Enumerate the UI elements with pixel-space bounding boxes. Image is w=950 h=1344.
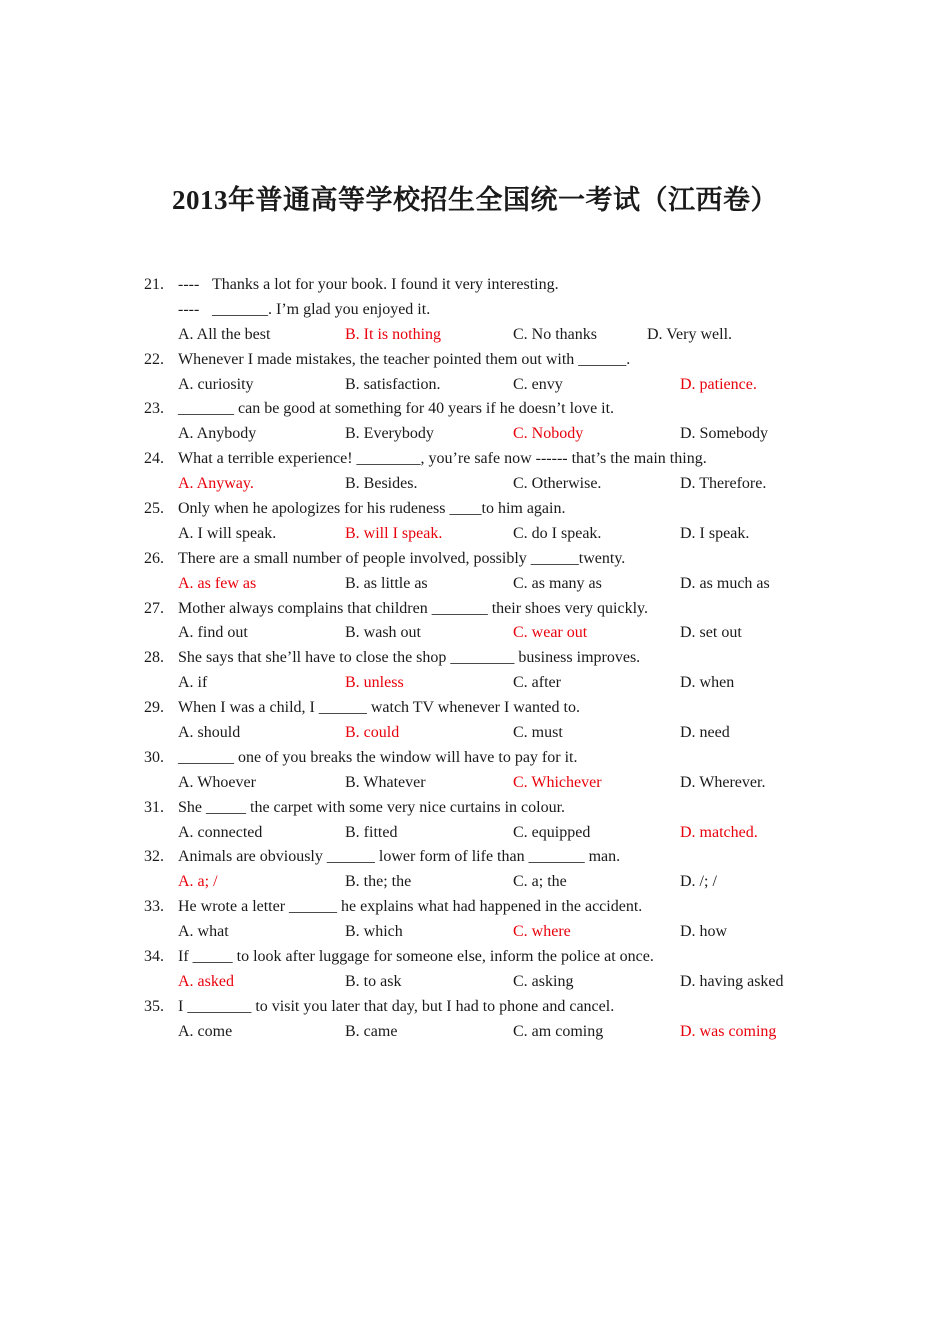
- option-c: C. as many as: [513, 574, 602, 592]
- question-stem-row: [144, 497, 864, 522]
- option-c-correct: C. Nobody: [513, 425, 584, 443]
- options-row: [144, 422, 864, 447]
- question-item: [144, 995, 864, 1045]
- option-c: C. No thanks: [513, 325, 597, 343]
- question-stem: She says that she’ll have to close the shop ________ business improves.: [178, 649, 641, 667]
- dialog-line: [144, 273, 864, 298]
- option-d: D. Therefore.: [680, 475, 767, 493]
- dialog-dash: ----: [178, 276, 200, 293]
- question-item: [144, 497, 864, 547]
- option-d: D. need: [680, 724, 730, 742]
- question-number: 34.: [144, 948, 164, 966]
- option-b: B. Whatever: [345, 773, 426, 791]
- option-c: C. must: [513, 724, 563, 742]
- question-item: [144, 348, 864, 398]
- dialog-text: Thanks a lot for your book. I found it very interesting.: [212, 276, 559, 293]
- question-stem: If _____ to look after luggage for someone else, inform the police at once.: [178, 948, 654, 966]
- question-stem-row: [144, 547, 864, 572]
- question-number: 25.: [144, 500, 164, 518]
- question-stem: When I was a child, I ______ watch TV whenever I wanted to.: [178, 699, 580, 717]
- question-stem-row: [144, 746, 864, 771]
- question-number: 31.: [144, 798, 164, 816]
- question-number: 29.: [144, 699, 164, 717]
- question-stem-row: [144, 995, 864, 1020]
- question-stem-row: [144, 895, 864, 920]
- option-c-correct: C. wear out: [513, 624, 588, 642]
- question-stem-row: [144, 597, 864, 622]
- option-b-correct: B. It is nothing: [345, 325, 442, 343]
- option-c: C. am coming: [513, 1022, 604, 1040]
- option-d: D. Somebody: [680, 425, 768, 443]
- options-row: [144, 323, 864, 348]
- option-d: D. having asked: [680, 972, 784, 990]
- question-number: 28.: [144, 649, 164, 667]
- question-stem: _______ can be good at something for 40 years if he doesn’t love it.: [178, 400, 615, 418]
- page-title: 2013年普通高等学校招生全国统一考试（江西卷）: [172, 185, 778, 215]
- question-stem-row: [144, 348, 864, 373]
- option-b: B. Everybody: [345, 425, 434, 443]
- question-stem-row: [144, 447, 864, 472]
- options-row: [144, 821, 864, 846]
- question-item: [144, 796, 864, 846]
- option-c-correct: C. where: [513, 923, 571, 941]
- option-b-correct: B. could: [345, 724, 400, 742]
- question-item: [144, 547, 864, 597]
- option-c: C. do I speak.: [513, 524, 602, 542]
- question-item: [144, 273, 864, 348]
- question-stem-row: [144, 845, 864, 870]
- options-row: [144, 870, 864, 895]
- options-row: [144, 522, 864, 547]
- option-d-correct: D. was coming: [680, 1022, 777, 1040]
- option-d-correct: D. patience.: [680, 375, 757, 393]
- options-row: [144, 671, 864, 696]
- option-d-correct: D. matched.: [680, 823, 758, 841]
- option-a: A. if: [178, 674, 208, 692]
- options-row: [144, 771, 864, 796]
- question-item: [144, 945, 864, 995]
- options-row: [144, 373, 864, 398]
- option-d: D. /; /: [680, 873, 717, 891]
- options-row: [144, 572, 864, 597]
- question-item: [144, 447, 864, 497]
- option-b: B. the; the: [345, 873, 412, 891]
- question-stem-row: [144, 696, 864, 721]
- question-stem: He wrote a letter ______ he explains what had happened in the accident.: [178, 898, 643, 916]
- option-a: A. Anybody: [178, 425, 257, 443]
- question-stem: Mother always complains that children _______ their shoes very quickly.: [178, 599, 648, 617]
- option-b: B. came: [345, 1022, 398, 1040]
- question-number: 35.: [144, 997, 164, 1015]
- option-a: A. what: [178, 923, 229, 941]
- option-a-correct: A. a; /: [178, 873, 218, 891]
- option-b: B. as little as: [345, 574, 428, 592]
- option-a: A. I will speak.: [178, 524, 277, 542]
- option-a: A. come: [178, 1022, 233, 1040]
- option-d: D. Wherever.: [680, 773, 766, 791]
- option-a-correct: A. as few as: [178, 574, 257, 592]
- question-number: 33.: [144, 898, 164, 916]
- option-b: B. satisfaction.: [345, 375, 441, 393]
- options-row: [144, 920, 864, 945]
- option-d: D. when: [680, 674, 735, 692]
- option-b: B. wash out: [345, 624, 421, 642]
- option-a: A. All the best: [178, 325, 271, 343]
- question-item: [144, 845, 864, 895]
- question-stem-row: [144, 397, 864, 422]
- question-stem-row: [144, 945, 864, 970]
- option-b-correct: B. unless: [345, 674, 404, 692]
- option-a: A. curiosity: [178, 375, 254, 393]
- option-d: D. how: [680, 923, 728, 941]
- question-stem: Animals are obviously ______ lower form of life than _______ man.: [178, 848, 621, 866]
- question-number: 30.: [144, 748, 164, 766]
- option-c: C. after: [513, 674, 561, 692]
- dialog-text: _______. I’m glad you enjoyed it.: [212, 300, 431, 318]
- question-number: 23.: [144, 400, 164, 418]
- options-row: [144, 721, 864, 746]
- question-number: 32.: [144, 848, 164, 866]
- question-number: 26.: [144, 549, 164, 567]
- question-list: [144, 273, 864, 1045]
- question-item: [144, 646, 864, 696]
- option-c: C. Otherwise.: [513, 475, 602, 493]
- options-row: [144, 621, 864, 646]
- dialog-dash: ----: [178, 300, 200, 318]
- question-number: 22.: [144, 350, 164, 368]
- question-item: [144, 895, 864, 945]
- question-stem: What a terrible experience! ________, you’re safe now ------ that’s the main thing.: [178, 450, 707, 468]
- option-a: A. should: [178, 724, 241, 742]
- option-b-correct: B. will I speak.: [345, 524, 443, 542]
- option-d: D. I speak.: [680, 524, 750, 542]
- question-stem: There are a small number of people involved, possibly ______twenty.: [178, 549, 626, 567]
- option-c: C. a; the: [513, 873, 567, 891]
- question-item: [144, 397, 864, 447]
- question-item: [144, 746, 864, 796]
- question-item: [144, 597, 864, 647]
- option-b: B. fitted: [345, 823, 398, 841]
- question-number: 27.: [144, 599, 164, 617]
- question-stem: I ________ to visit you later that day, but I had to phone and cancel.: [178, 997, 615, 1015]
- option-a-correct: A. Anyway.: [178, 475, 254, 493]
- option-b: B. to ask: [345, 972, 402, 990]
- options-row: [144, 472, 864, 497]
- question-stem: Only when he apologizes for his rudeness ____to him again.: [178, 500, 566, 518]
- option-b: B. Besides.: [345, 475, 418, 493]
- option-d: D. set out: [680, 624, 742, 642]
- option-c: C. equipped: [513, 823, 591, 841]
- option-c: C. asking: [513, 972, 574, 990]
- option-d: D. Very well.: [647, 325, 733, 343]
- option-b: B. which: [345, 923, 403, 941]
- question-stem-row: [144, 796, 864, 821]
- option-a: A. find out: [178, 624, 248, 642]
- question-stem: She _____ the carpet with some very nice curtains in colour.: [178, 798, 566, 816]
- option-c: C. envy: [513, 375, 563, 393]
- question-number: 24.: [144, 450, 164, 468]
- option-a: A. Whoever: [178, 773, 256, 791]
- option-a: A. connected: [178, 823, 263, 841]
- option-c-correct: C. Whichever: [513, 773, 602, 791]
- question-stem: _______ one of you breaks the window will have to pay for it.: [178, 748, 578, 766]
- options-row: [144, 970, 864, 995]
- question-number: 21.: [144, 276, 164, 293]
- question-item: [144, 696, 864, 746]
- options-row: [144, 1020, 864, 1045]
- question-stem-row: [144, 646, 864, 671]
- option-d: D. as much as: [680, 574, 770, 592]
- question-stem: Whenever I made mistakes, the teacher pointed them out with ______.: [178, 350, 631, 368]
- option-a-correct: A. asked: [178, 972, 234, 990]
- dialog-line: [144, 298, 864, 323]
